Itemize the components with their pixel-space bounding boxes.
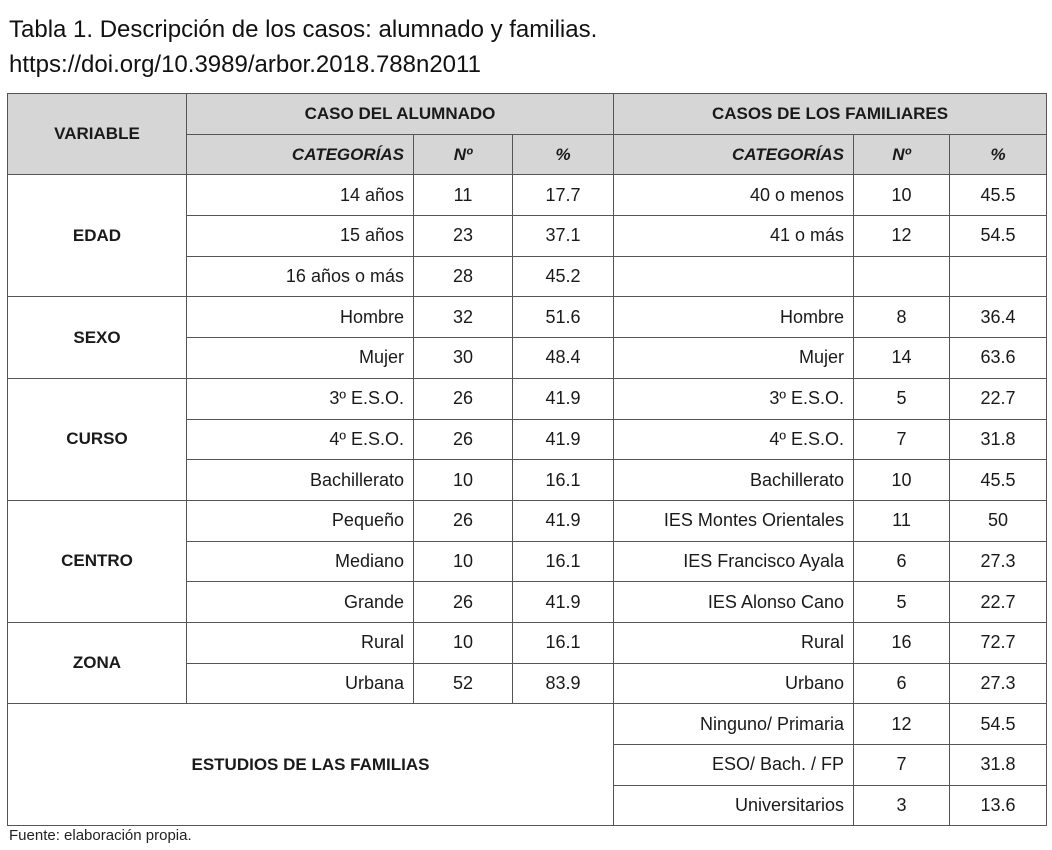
student-category: 14 años xyxy=(187,175,414,216)
student-category: Mediano xyxy=(187,541,414,582)
student-category: Grande xyxy=(187,582,414,623)
student-count: 28 xyxy=(414,256,513,297)
student-percent: 16.1 xyxy=(513,460,614,501)
table-caption xyxy=(9,12,597,82)
student-category: Hombre xyxy=(187,297,414,338)
table-row xyxy=(8,704,1047,745)
student-percent: 41.9 xyxy=(513,500,614,541)
student-category: 15 años xyxy=(187,216,414,257)
family-percent: 50 xyxy=(950,500,1047,541)
student-percent: 48.4 xyxy=(513,338,614,379)
family-percent: 45.5 xyxy=(950,175,1047,216)
family-category: ESO/ Bach. / FP xyxy=(614,745,854,786)
family-percent: 22.7 xyxy=(950,582,1047,623)
student-category: Bachillerato xyxy=(187,460,414,501)
family-percent: 27.3 xyxy=(950,541,1047,582)
student-count: 26 xyxy=(414,419,513,460)
student-percent: 37.1 xyxy=(513,216,614,257)
student-count: 26 xyxy=(414,378,513,419)
variable-label: EDAD xyxy=(8,175,187,297)
family-count: 10 xyxy=(854,175,950,216)
student-count: 52 xyxy=(414,663,513,704)
table-source: Fuente: elaboración propia. xyxy=(9,827,192,844)
family-category: Universitarios xyxy=(614,785,854,826)
family-category: Hombre xyxy=(614,297,854,338)
header-families-n: Nº xyxy=(854,134,950,175)
family-category: IES Francisco Ayala xyxy=(614,541,854,582)
table-row xyxy=(8,378,1047,419)
table-row xyxy=(8,297,1047,338)
header-students: CASO DEL ALUMNADO xyxy=(187,94,614,135)
family-count: 11 xyxy=(854,500,950,541)
caption-doi: https://doi.org/10.3989/arbor.2018.788n2011 xyxy=(9,51,481,78)
header-families: CASOS DE LOS FAMILIARES xyxy=(614,94,1047,135)
family-percent: 36.4 xyxy=(950,297,1047,338)
student-count: 26 xyxy=(414,500,513,541)
family-count: 7 xyxy=(854,419,950,460)
student-percent: 16.1 xyxy=(513,622,614,663)
family-percent: 22.7 xyxy=(950,378,1047,419)
family-category: 40 o menos xyxy=(614,175,854,216)
family-category: Bachillerato xyxy=(614,460,854,501)
table-body xyxy=(8,175,1047,826)
student-count: 23 xyxy=(414,216,513,257)
student-percent: 17.7 xyxy=(513,175,614,216)
student-percent: 41.9 xyxy=(513,582,614,623)
family-count: 8 xyxy=(854,297,950,338)
student-category: 3º E.S.O. xyxy=(187,378,414,419)
student-count: 26 xyxy=(414,582,513,623)
family-studies-label: ESTUDIOS DE LAS FAMILIAS xyxy=(8,704,614,826)
family-count: 14 xyxy=(854,338,950,379)
variable-label: CURSO xyxy=(8,378,187,500)
table-row xyxy=(8,622,1047,663)
student-category: Pequeño xyxy=(187,500,414,541)
family-percent: 63.6 xyxy=(950,338,1047,379)
family-category: Mujer xyxy=(614,338,854,379)
family-count: 7 xyxy=(854,745,950,786)
header-students-n: Nº xyxy=(414,134,513,175)
header-families-pct: % xyxy=(950,134,1047,175)
family-category: Ninguno/ Primaria xyxy=(614,704,854,745)
family-count: 5 xyxy=(854,378,950,419)
family-category: 4º E.S.O. xyxy=(614,419,854,460)
variable-label: SEXO xyxy=(8,297,187,378)
variable-label: CENTRO xyxy=(8,500,187,622)
student-percent: 41.9 xyxy=(513,419,614,460)
student-category: 4º E.S.O. xyxy=(187,419,414,460)
student-percent: 41.9 xyxy=(513,378,614,419)
family-percent: 54.5 xyxy=(950,216,1047,257)
header-families-categories: CATEGORÍAS xyxy=(614,134,854,175)
family-category: Rural xyxy=(614,622,854,663)
family-percent: 13.6 xyxy=(950,785,1047,826)
family-category: Urbano xyxy=(614,663,854,704)
caption-title: Tabla 1. Descripción de los casos: alumnado y familias. xyxy=(9,16,598,43)
student-category: 16 años o más xyxy=(187,256,414,297)
family-count xyxy=(854,256,950,297)
family-count: 5 xyxy=(854,582,950,623)
student-category: Urbana xyxy=(187,663,414,704)
family-percent: 45.5 xyxy=(950,460,1047,501)
table-row xyxy=(8,500,1047,541)
family-percent xyxy=(950,256,1047,297)
cases-table xyxy=(7,93,1047,826)
student-count: 10 xyxy=(414,460,513,501)
student-count: 30 xyxy=(414,338,513,379)
header-students-pct: % xyxy=(513,134,614,175)
student-count: 10 xyxy=(414,622,513,663)
header-variable: VARIABLE xyxy=(8,94,187,175)
family-category xyxy=(614,256,854,297)
family-category: 41 o más xyxy=(614,216,854,257)
family-percent: 54.5 xyxy=(950,704,1047,745)
family-percent: 72.7 xyxy=(950,622,1047,663)
student-percent: 51.6 xyxy=(513,297,614,338)
student-count: 10 xyxy=(414,541,513,582)
student-count: 32 xyxy=(414,297,513,338)
header-row-groups xyxy=(8,94,1047,135)
student-category: Mujer xyxy=(187,338,414,379)
student-percent: 45.2 xyxy=(513,256,614,297)
family-count: 10 xyxy=(854,460,950,501)
family-count: 6 xyxy=(854,663,950,704)
family-percent: 31.8 xyxy=(950,419,1047,460)
family-count: 12 xyxy=(854,216,950,257)
family-category: IES Montes Orientales xyxy=(614,500,854,541)
header-students-categories: CATEGORÍAS xyxy=(187,134,414,175)
family-category: IES Alonso Cano xyxy=(614,582,854,623)
family-percent: 31.8 xyxy=(950,745,1047,786)
student-count: 11 xyxy=(414,175,513,216)
variable-label: ZONA xyxy=(8,622,187,703)
family-count: 16 xyxy=(854,622,950,663)
family-count: 6 xyxy=(854,541,950,582)
family-percent: 27.3 xyxy=(950,663,1047,704)
student-category: Rural xyxy=(187,622,414,663)
table-row xyxy=(8,175,1047,216)
family-count: 12 xyxy=(854,704,950,745)
family-category: 3º E.S.O. xyxy=(614,378,854,419)
family-count: 3 xyxy=(854,785,950,826)
student-percent: 83.9 xyxy=(513,663,614,704)
student-percent: 16.1 xyxy=(513,541,614,582)
